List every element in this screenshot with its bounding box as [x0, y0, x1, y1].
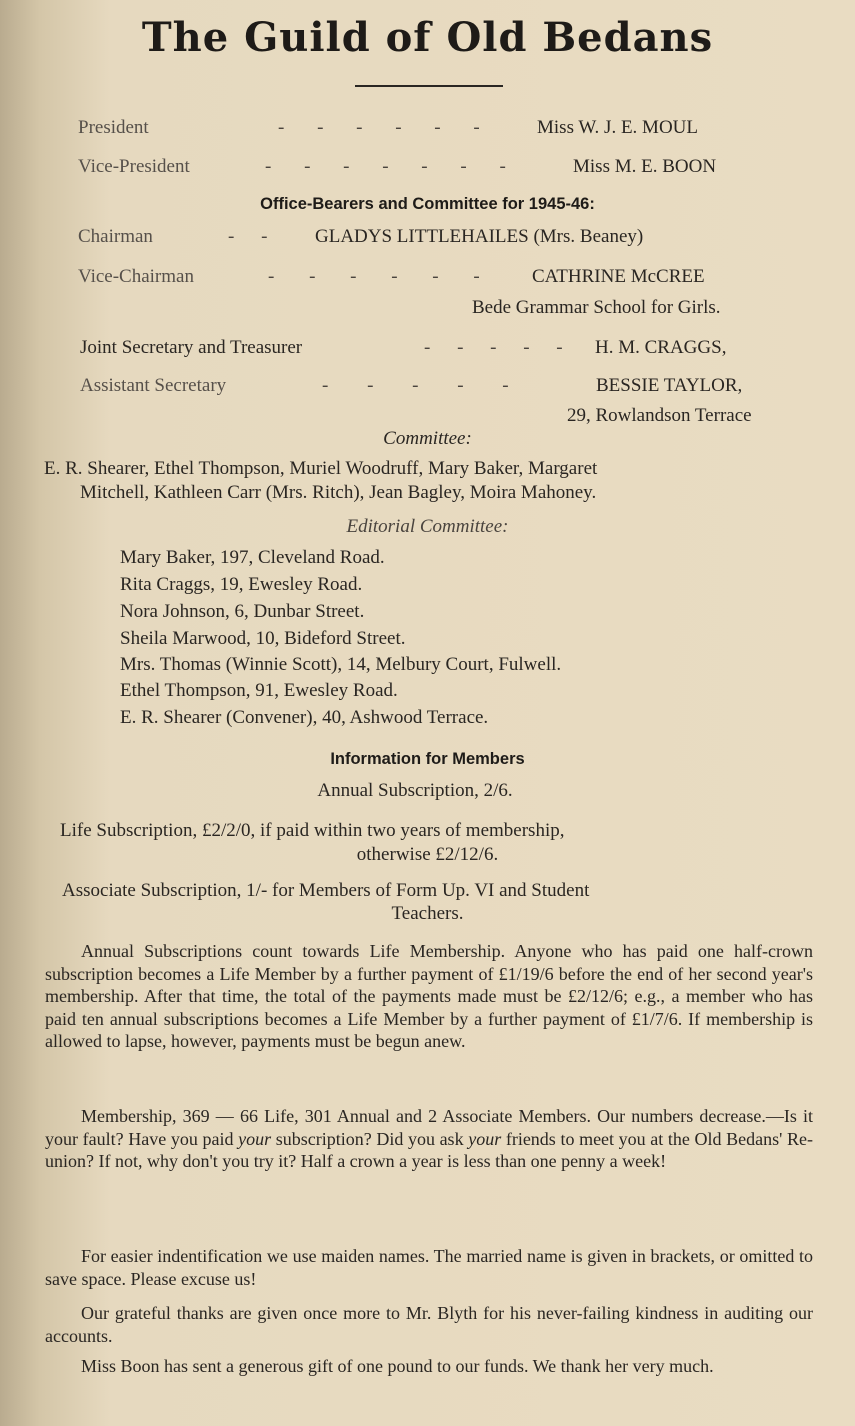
membership-text: friends to meet you at the Old Bedans' Re-union? If not, why don't you try it? Half a crown a year is less than one penny a week! [45, 1128, 814, 1171]
editorial-member: E. R. Shearer (Convener), 40, Ashwood Terrace. [120, 707, 489, 728]
assistant-secretary-name: BESSIE TAYLOR, [596, 375, 743, 396]
joint-secretary-label: Joint Secretary and Treasurer [80, 337, 303, 358]
life-membership-paragraph: Annual Subscriptions count towards Life Membership. Anyone who has paid one half-crown subscription becomes a Life Member by a further payment of £1/19/6 before the end of her second year's membership. After that time, the total of the payments made must be £2/12/6; e.g., a member who has paid ten annual subscriptions becomes a Life Member by a further payment of £1/7/6. If membership is allowed to lapse, however, payments must be begun anew. [45, 941, 813, 1051]
editorial-member: Sheila Marwood, 10, Bideford Street. [120, 628, 406, 649]
information-heading: Information for Members [330, 750, 525, 768]
chairman-leader-dots: - - [228, 226, 268, 247]
committee-heading: Committee: [383, 428, 472, 449]
assistant-secretary-address: 29, Rowlandson Terrace [567, 405, 752, 426]
assistant-secretary-label: Assistant Secretary [80, 375, 227, 396]
membership-text: subscription? Did you ask [271, 1128, 469, 1149]
thanks-paragraph: Our grateful thanks are given once more to Mr. Blyth for his never-failing kindness in auditing our accounts. [45, 1303, 813, 1346]
vice-chairman-leader-dots: - - - - - - [268, 266, 480, 287]
joint-secretary-leader-dots: - - - - - [424, 337, 563, 358]
editorial-member: Mrs. Thomas (Winnie Scott), 14, Melbury Court, Fulwell. [120, 654, 562, 675]
president-name: Miss W. J. E. MOUL [537, 117, 698, 138]
president-label: President [78, 117, 149, 138]
annual-subscription: Annual Subscription, 2/6. [317, 780, 513, 801]
chairman-name: GLADYS LITTLEHAILES (Mrs. Beaney) [315, 226, 644, 247]
membership-text: Membership, 369 — 66 Life, 301 Annual and 2 Associate Members. Our numbers decrease.—Is it your fault? Have you paid [45, 1106, 813, 1149]
vice-president-label: Vice-President [78, 156, 190, 177]
page-title: The Guild of Old Bedans [141, 14, 714, 61]
editorial-committee-heading: Editorial Committee: [346, 516, 509, 537]
president-leader-dots: - - - - - - [278, 117, 480, 138]
membership-paragraph [45, 1105, 813, 1173]
title-underline [355, 85, 503, 87]
joint-secretary-name: H. M. CRAGGS, [595, 337, 727, 358]
editorial-member: Nora Johnson, 6, Dunbar Street. [120, 601, 365, 622]
editorial-member: Mary Baker, 197, Cleveland Road. [120, 547, 385, 568]
assistant-secretary-leader-dots: - - - - - [322, 375, 509, 396]
committee-line-1: E. R. Shearer, Ethel Thompson, Muriel Woodruff, Mary Baker, Margaret [44, 458, 598, 479]
committee-line-2: Mitchell, Kathleen Carr (Mrs. Ritch), Jean Bagley, Moira Mahoney. [80, 482, 597, 503]
emphasis-your: your [238, 1128, 272, 1149]
chairman-label: Chairman [78, 226, 153, 247]
office-bearers-heading: Office-Bearers and Committee for 1945-46: [260, 195, 595, 213]
vice-chairman-address: Bede Grammar School for Girls. [472, 297, 721, 318]
editorial-member: Rita Craggs, 19, Ewesley Road. [120, 574, 363, 595]
editorial-member: Ethel Thompson, 91, Ewesley Road. [120, 680, 398, 701]
vice-president-name: Miss M. E. BOON [573, 156, 717, 177]
gift-paragraph: Miss Boon has sent a generous gift of one pound to our funds. We thank her very much. [81, 1356, 714, 1376]
emphasis-your: your [468, 1128, 502, 1149]
associate-subscription-line-2: Teachers. [391, 903, 464, 924]
vice-chairman-label: Vice-Chairman [78, 266, 194, 287]
life-subscription-line-2: otherwise £2/12/6. [356, 844, 499, 865]
life-subscription-line-1: Life Subscription, £2/2/0, if paid within two years of membership, [60, 820, 565, 841]
vice-president-leader-dots: - - - - - - - [265, 156, 506, 177]
maiden-names-paragraph: For easier indentification we use maiden names. The married name is given in brackets, or omitted to save space. Please excuse us! [45, 1246, 813, 1289]
vice-chairman-name: CATHRINE McCREE [532, 266, 705, 287]
associate-subscription-line-1: Associate Subscription, 1/- for Members of Form Up. VI and Student [62, 880, 590, 901]
